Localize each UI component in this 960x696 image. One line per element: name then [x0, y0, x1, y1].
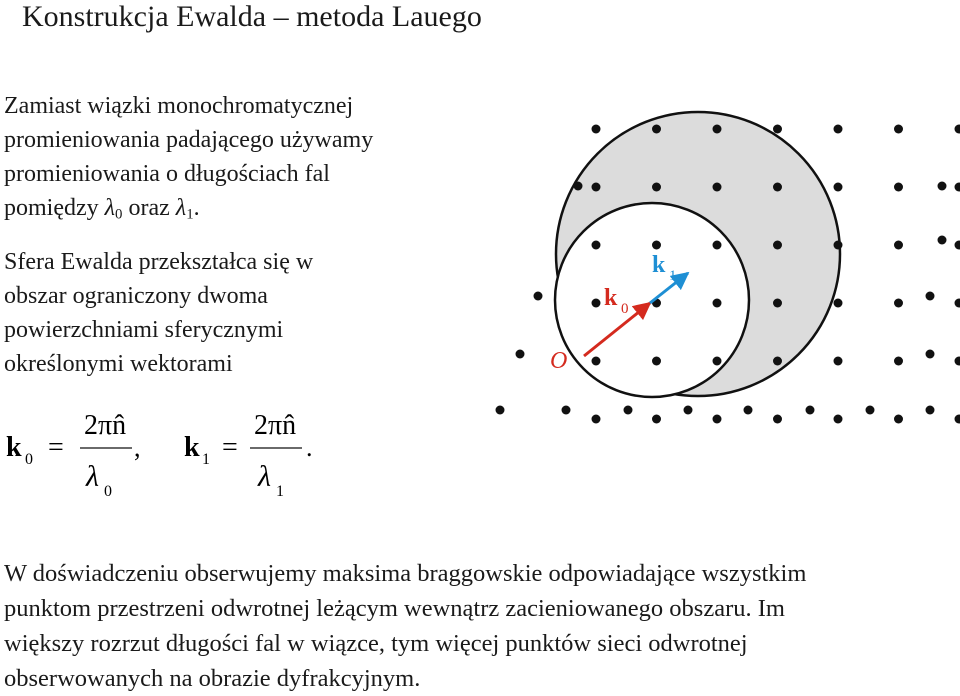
formula-k0-subscript: 0 — [25, 451, 33, 468]
formula-k0-symbol: k — [6, 432, 22, 463]
lattice-point — [713, 183, 722, 192]
lattice-point — [773, 357, 782, 366]
lattice-point — [652, 357, 661, 366]
lattice-point — [652, 241, 661, 250]
k1-label: k — [652, 252, 666, 278]
lattice-point — [592, 125, 601, 134]
lattice-point — [894, 415, 903, 424]
lambda-symbol: λ — [105, 195, 115, 221]
ewald-line-3: powierzchniami sferycznymi — [4, 313, 484, 347]
lattice-point — [834, 183, 843, 192]
wavevector-formula — [0, 400, 480, 510]
lattice-point — [894, 183, 903, 192]
lattice-point — [834, 299, 843, 308]
lattice-point — [955, 125, 960, 134]
lattice-point — [652, 125, 661, 134]
formula-numerator: 2πn̂ — [84, 410, 126, 441]
formula-equals-sign: = — [222, 432, 238, 463]
lattice-point — [773, 125, 782, 134]
lattice-point — [894, 357, 903, 366]
lattice-point — [624, 406, 633, 415]
lattice-point — [713, 125, 722, 134]
intro-paragraph — [4, 89, 484, 225]
lattice-point — [955, 415, 960, 424]
intro-line-2: promieniowania padającego używamy — [4, 123, 484, 157]
lambda-symbol: λ — [176, 195, 186, 221]
ewald-line-1: Sfera Ewalda przekształca się w — [4, 245, 484, 279]
lattice-point — [592, 357, 601, 366]
lattice-point — [574, 182, 583, 191]
lattice-point — [652, 415, 661, 424]
lattice-point — [534, 292, 543, 301]
lattice-point — [773, 183, 782, 192]
formula-k1-subscript: 1 — [202, 451, 210, 468]
formula-lambda: λ — [257, 460, 271, 493]
lattice-point — [592, 241, 601, 250]
lattice-point — [773, 415, 782, 424]
lattice-point — [938, 236, 947, 245]
lattice-point — [834, 415, 843, 424]
lattice-point — [773, 241, 782, 250]
lattice-point — [806, 406, 815, 415]
lattice-point — [713, 415, 722, 424]
lattice-point — [713, 299, 722, 308]
lattice-point — [834, 125, 843, 134]
formula-lambda-subscript: 1 — [276, 483, 284, 500]
conclusion-line-2: punktom przestrzeni odwrotnej leżącym wewnątrz zacieniowanego obszaru. Im — [4, 591, 960, 626]
intro-line-1: Zamiast wiązki monochromatycznej — [4, 89, 484, 123]
lattice-point — [744, 406, 753, 415]
ewald-construction-diagram — [490, 110, 960, 430]
ewald-line-4: określonymi wektorami — [4, 347, 484, 381]
conclusion-line-3: większy rozrzut długości fal w wiązce, tym więcej punktów sieci odwrotnej — [4, 626, 960, 661]
lattice-point — [894, 299, 903, 308]
intro-line-3: promieniowania o długościach fal — [4, 157, 484, 191]
formula-comma: , — [134, 433, 141, 462]
formula-equals-sign: = — [48, 432, 64, 463]
lattice-point — [516, 350, 525, 359]
origin-label: O — [550, 348, 567, 374]
lattice-point — [938, 182, 947, 191]
lattice-point — [652, 183, 661, 192]
lattice-point — [834, 241, 843, 250]
lattice-point — [955, 183, 960, 192]
k1-label-subscript: 1 — [669, 268, 677, 284]
lattice-point — [894, 125, 903, 134]
lattice-point — [955, 241, 960, 250]
lattice-point — [592, 183, 601, 192]
formula-lambda-subscript: 0 — [104, 483, 112, 500]
lattice-point — [955, 357, 960, 366]
lattice-point — [834, 357, 843, 366]
lattice-point — [926, 406, 935, 415]
formula-lambda: λ — [85, 460, 99, 493]
lattice-point — [592, 299, 601, 308]
conclusion-line-1: W doświadczeniu obserwujemy maksima braggowskie odpowiadające wszystkim — [4, 556, 960, 591]
lattice-point — [955, 299, 960, 308]
lattice-point — [773, 299, 782, 308]
lattice-point — [926, 292, 935, 301]
conclusion-line-4: obserwowanych na obrazie dyfrakcyjnym. — [4, 661, 960, 696]
formula-numerator: 2πn̂ — [254, 410, 296, 441]
lattice-point — [592, 415, 601, 424]
ewald-paragraph — [4, 245, 484, 381]
lattice-point — [866, 406, 875, 415]
k0-label: k — [604, 285, 618, 311]
slide-title: Konstrukcja Ewalda – metoda Lauego — [22, 0, 482, 34]
lattice-point — [713, 241, 722, 250]
lattice-point — [926, 350, 935, 359]
lattice-point — [562, 406, 571, 415]
ewald-line-2: obszar ograniczony dwoma — [4, 279, 484, 313]
intro-line-4: pomiędzy $\lambda_0$ oraz $\lambda_1$. — [4, 191, 484, 225]
lattice-point — [496, 406, 505, 415]
formula-period: . — [306, 433, 313, 462]
lattice-point — [684, 406, 693, 415]
lattice-point — [894, 241, 903, 250]
k0-label-subscript: 0 — [621, 301, 629, 317]
conclusion-paragraph — [4, 556, 960, 696]
formula-k1-symbol: k — [184, 432, 200, 463]
lattice-point — [713, 357, 722, 366]
